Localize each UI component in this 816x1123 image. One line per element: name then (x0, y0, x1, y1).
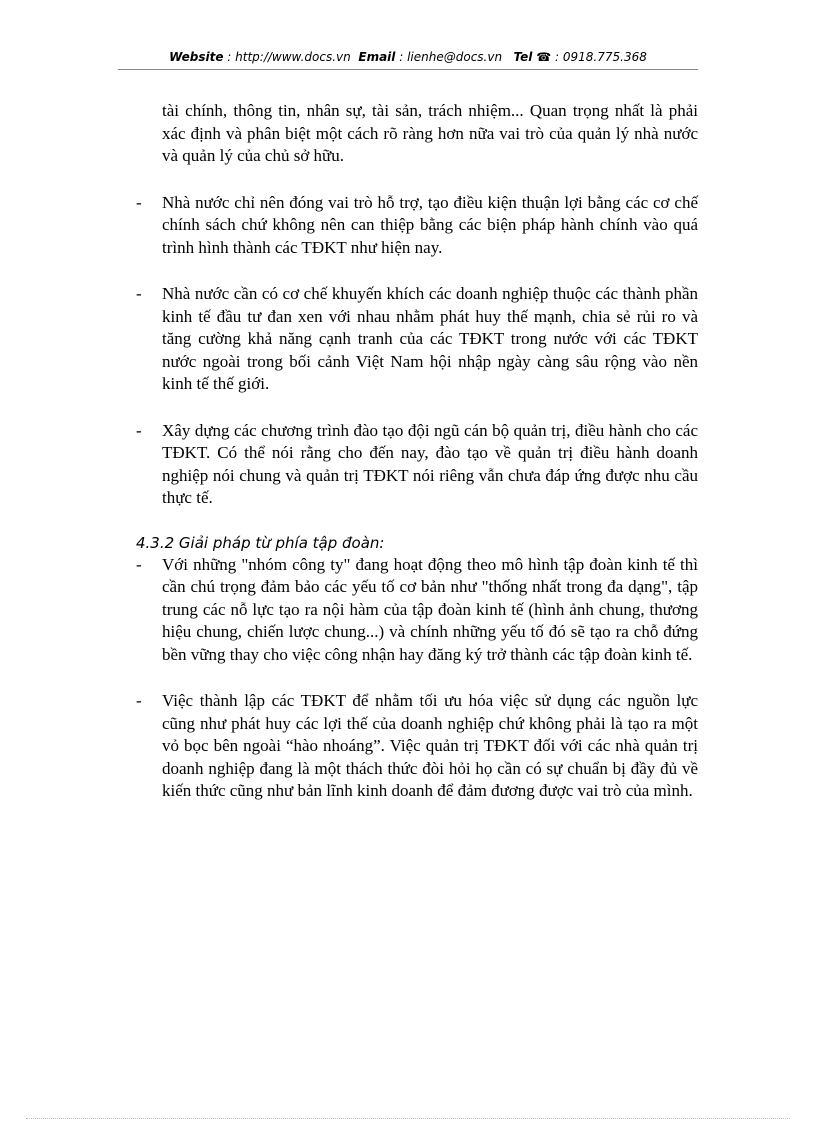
page-bottom-divider (26, 1118, 790, 1119)
tel-label: Tel (513, 50, 533, 64)
list-item (136, 554, 698, 667)
list-item-text: Xây dựng các chương trình đào tạo đội ngũ cán bộ quản trị, điều hành cho các TĐKT. Có thể nói rằng cho đến nay, đào tạo về quản trị điều hành doanh nghiệp nói chung và quản trị TĐKT nói riêng vẫn chưa đáp ứng được nhu cầu thực tế. (162, 420, 698, 507)
section-heading: 4.3.2 Giải pháp từ phía tập đoàn: (136, 533, 385, 552)
list-item-text: Với những "nhóm công ty" đang hoạt động theo mô hình tập đoàn kinh tế thì cần chú trọng đảm bảo các yếu tố cơ bản như "thống nhất trong đa dạng", tập trung các nỗ lực tạo ra nội hàm của tập đoàn kinh tế (hình ảnh chung, thương hiệu chung, chiến lược chung...) và chính những yếu tố đó sẽ tạo ra chỗ đứng bền vững thay cho việc công nhận hay đăng ký trở thành các tập đoàn kinh tế. (162, 554, 698, 664)
bullet-dash: - (136, 420, 142, 440)
list-item (136, 192, 698, 260)
list-item (136, 283, 698, 396)
bullet-dash: - (136, 554, 142, 574)
email-value: : lienhe@docs.vn (399, 50, 503, 64)
header-divider (118, 69, 698, 70)
list-item-text: Nhà nước cần có cơ chế khuyến khích các doanh nghiệp thuộc các thành phần kinh tế đầu tư đan xen với nhau nhằm phát huy thế mạnh, chia sẻ rủi ro và tăng cường khả năng cạnh tranh của các TĐKT trong nước với các TĐKT nước ngoài trong bối cảnh Việt Nam hội nhập ngày càng sâu rộng vào nền kinh tế thế giới. (162, 284, 698, 393)
continuation-paragraph: tài chính, thông tin, nhân sự, tài sản, trách nhiệm... Quan trọng nhất là phải xác định và phân biệt một cách rõ ràng hơn nữa vai trò của quản lý nhà nước và quản lý của chủ sở hữu. (162, 101, 698, 165)
list-item-text: Việc thành lập các TĐKT để nhằm tối ưu hóa việc sử dụng các nguồn lực cũng như phát huy các lợi thế của doanh nghiệp chứ không phải là tạo ra một vỏ bọc bên ngoài “hào nhoáng”. Việc quản trị TĐKT đối với các nhà quản trị doanh nghiệp đang là một thách thức đòi hỏi họ cần có sự chuẩn bị đầy đủ về kiến thức cũng như bản lĩnh kinh doanh để đảm đương được vai trò của mình. (162, 691, 698, 800)
phone-icon: ☎ (536, 50, 552, 64)
document-body (136, 100, 698, 803)
list-item (136, 690, 698, 803)
email-label: Email (358, 50, 396, 64)
tel-value: : 0918.775.368 (555, 50, 647, 64)
list-item-text: Nhà nước chỉ nên đóng vai trò hỗ trợ, tạo điều kiện thuận lợi bằng các cơ chế chính sách chứ không nên can thiệp bằng các biện pháp hành chính vào quá trình hình thành các TĐKT như hiện nay. (162, 192, 698, 257)
bullet-dash: - (136, 284, 142, 303)
bullet-dash: - (136, 192, 142, 212)
bullet-dash: - (136, 691, 142, 710)
page-header (118, 50, 698, 64)
website-label: Website (169, 50, 224, 64)
list-item (136, 420, 698, 510)
website-value: : http://www.docs.vn (227, 50, 351, 64)
